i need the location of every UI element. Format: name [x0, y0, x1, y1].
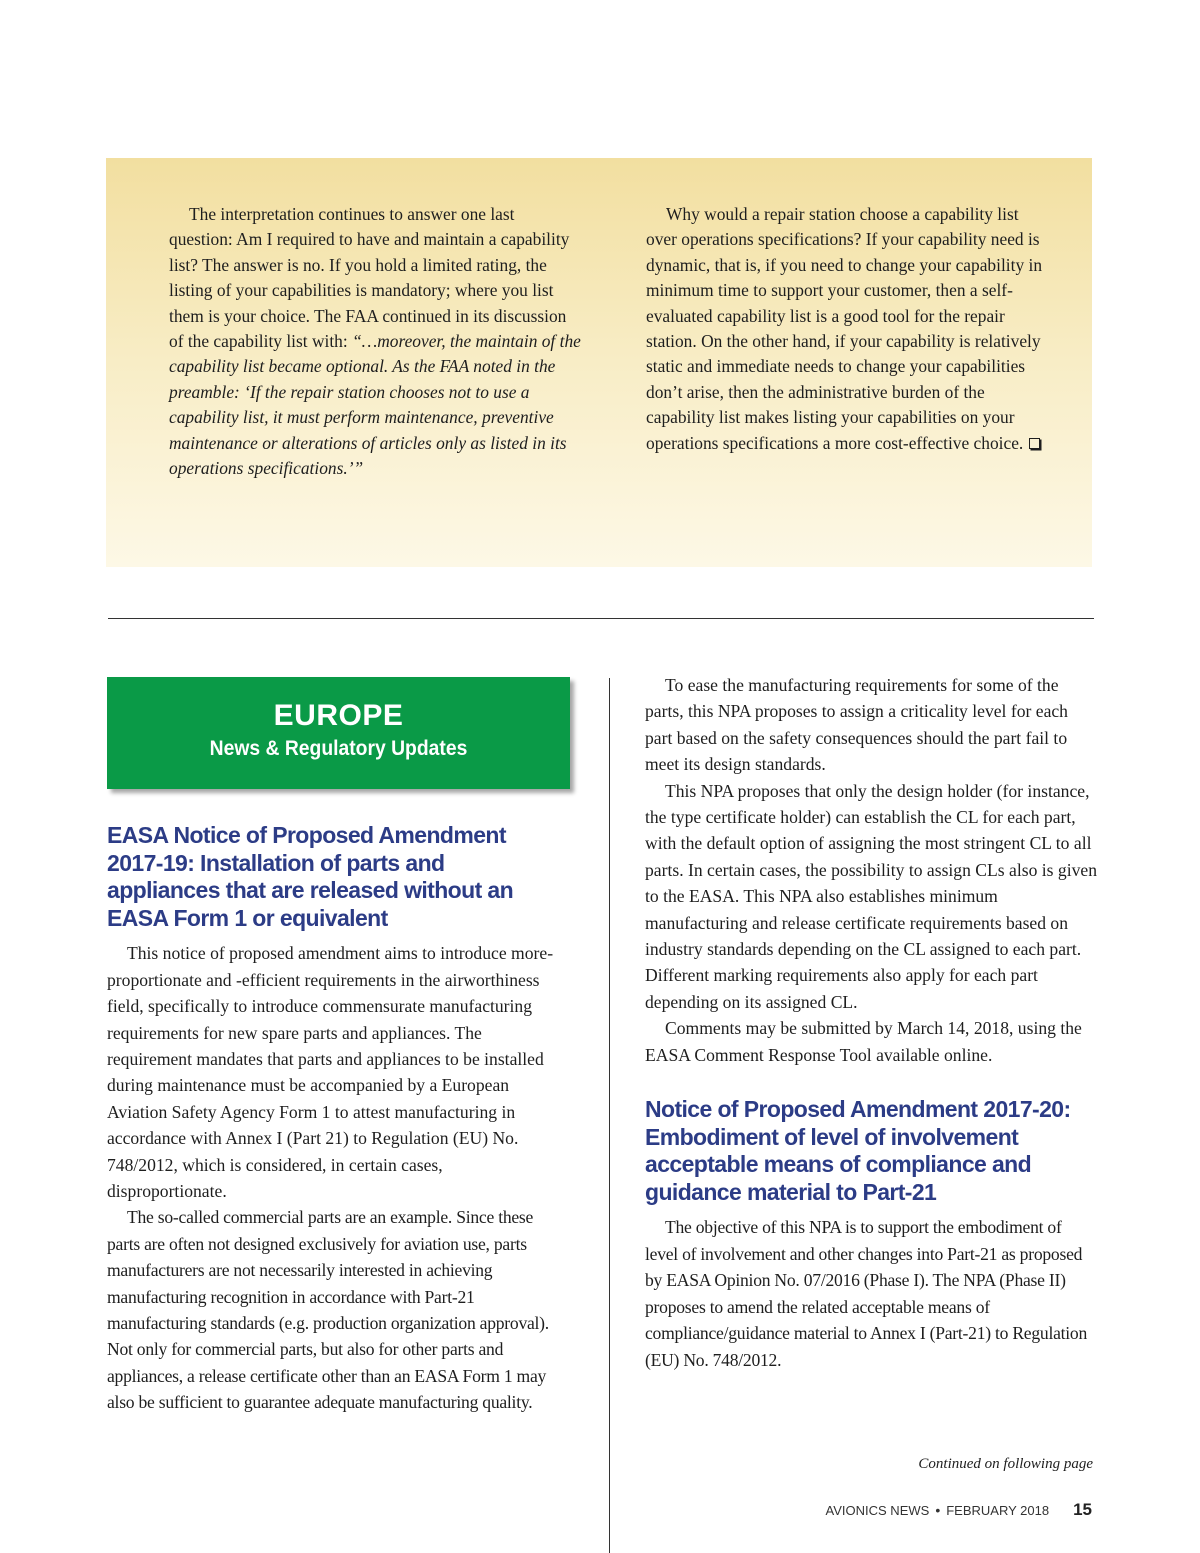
- left-paragraph-2: The so-called commercial parts are an example. Since these parts are often not designed exclusively for aviation use, parts manufacturers are not necessarily interested in achieving manufacturing recognition in accordance with Part-21 manufacturing standards (e.g. production organization approval). Not only for commercial parts, but also for other parts and appliances, a release certificate other than an EASA Form 1 may also be sufficient to guarantee adequate manufacturing quality.: [107, 1207, 549, 1413]
- footer-separator: •: [935, 1502, 941, 1518]
- page-number: 15: [1073, 1500, 1092, 1519]
- banner-subtitle: News & Regulatory Updates: [209, 737, 468, 760]
- right-paragraph-1: To ease the manufacturing requirements for some of the parts, this NPA proposes to assign a criticality level for each part based on the safety consequences should the part fail to meet its design standards.: [645, 675, 1068, 775]
- sidebar-left-paragraph: [169, 202, 581, 481]
- right-paragraph-3: Comments may be submitted by March 14, 2018, using the EASA Comment Response Tool available online.: [645, 1018, 1082, 1065]
- column-divider: [609, 678, 610, 1553]
- page-footer: [826, 1500, 1092, 1520]
- sidebar-left-quote: “…moreover, the maintain of the capability list became optional. As the FAA noted in the preamble: ‘If the repair station chooses not to use a capability list, it must perform maintenance, preventive maintenance or alterations of articles only as listed in its operations specifications.’”: [169, 331, 581, 479]
- sidebar-box: [106, 158, 1092, 567]
- footer-issue: FEBRUARY 2018: [946, 1503, 1050, 1518]
- article-heading-npa-2017-19: EASA Notice of Proposed Amendment 2017-19: Installation of parts and appliances that are released without an EASA Form 1 or equivalent: [107, 822, 514, 931]
- sidebar-left-text: The interpretation continues to answer one last question: Am I required to have and maintain a capability list? The answer is no. If you hold a limited rating, the listing of your capabilities is mandatory; where you list them is your choice. The FAA continued in its discussion of the capability list with:: [169, 204, 570, 352]
- article-heading-npa-2017-20: Notice of Proposed Amendment 2017-20: Embodiment of level of involvement acceptable means of compliance and guidance material to Part-21: [645, 1096, 1071, 1205]
- footer-publication: AVIONICS NEWS: [825, 1503, 930, 1518]
- sidebar-right-paragraph: [646, 202, 1046, 456]
- left-paragraph-1: This notice of proposed amendment aims to introduce more-proportionate and -efficient requirements in the airworthiness field, specifically to introduce commensurate manufacturing requirements for new spare parts and appliances. The requirement mandates that parts and appliances to be installed during maintenance must be accompanied by a European Aviation Safety Agency Form 1 to attest manufacturing in accordance with Annex I (Part 21) to Regulation (EU) No. 748/2012, which is considered, in certain cases, disproportionate.: [107, 943, 554, 1202]
- banner-title: EUROPE: [273, 699, 404, 732]
- right-paragraph-2: This NPA proposes that only the design holder (for instance, the type certificate holder) can establish the CL for each part, with the default option of assigning the most stringent CL to all parts. In certain cases, the possibility to assign CLs also is given to the EASA. This NPA also establishes minimum manufacturing and release certificate requirements based on industry standards depending on the CL assigned to each part. Different marking requirements also apply for each part depending on its assigned CL.: [645, 780, 1097, 1012]
- right-column: [645, 672, 1097, 1373]
- horizontal-divider: [108, 618, 1094, 619]
- sidebar-right-column: [646, 202, 1046, 456]
- sidebar-right-text: Why would a repair station choose a capability list over operations specifications? If your capability need is dynamic, that is, if you need to change your capability in minimum time to support your customer, then a self-evaluated capability list is a good tool for the repair station. On the other hand, if your capability is relatively static and immediate needs to change your capabilities don’t arise, then the administrative burden of the capability list makes listing your capabilities on your operations specifications a more cost-effective choice.: [646, 204, 1043, 453]
- continued-note: Continued on following page: [918, 1456, 1093, 1472]
- end-of-article-icon: [1029, 438, 1040, 449]
- right-paragraph-4: The objective of this NPA is to support the embodiment of level of involvement and other changes into Part-21 as proposed by EASA Opinion No. 07/2016 (Phase I). The NPA (Phase II) proposes to amend the related acceptable means of compliance/guidance material to Annex I (Part-21) to Regulation (EU) No. 748/2012.: [645, 1217, 1088, 1370]
- sidebar-left-column: [169, 202, 581, 481]
- europe-banner: [107, 677, 570, 789]
- left-column: [107, 822, 562, 1416]
